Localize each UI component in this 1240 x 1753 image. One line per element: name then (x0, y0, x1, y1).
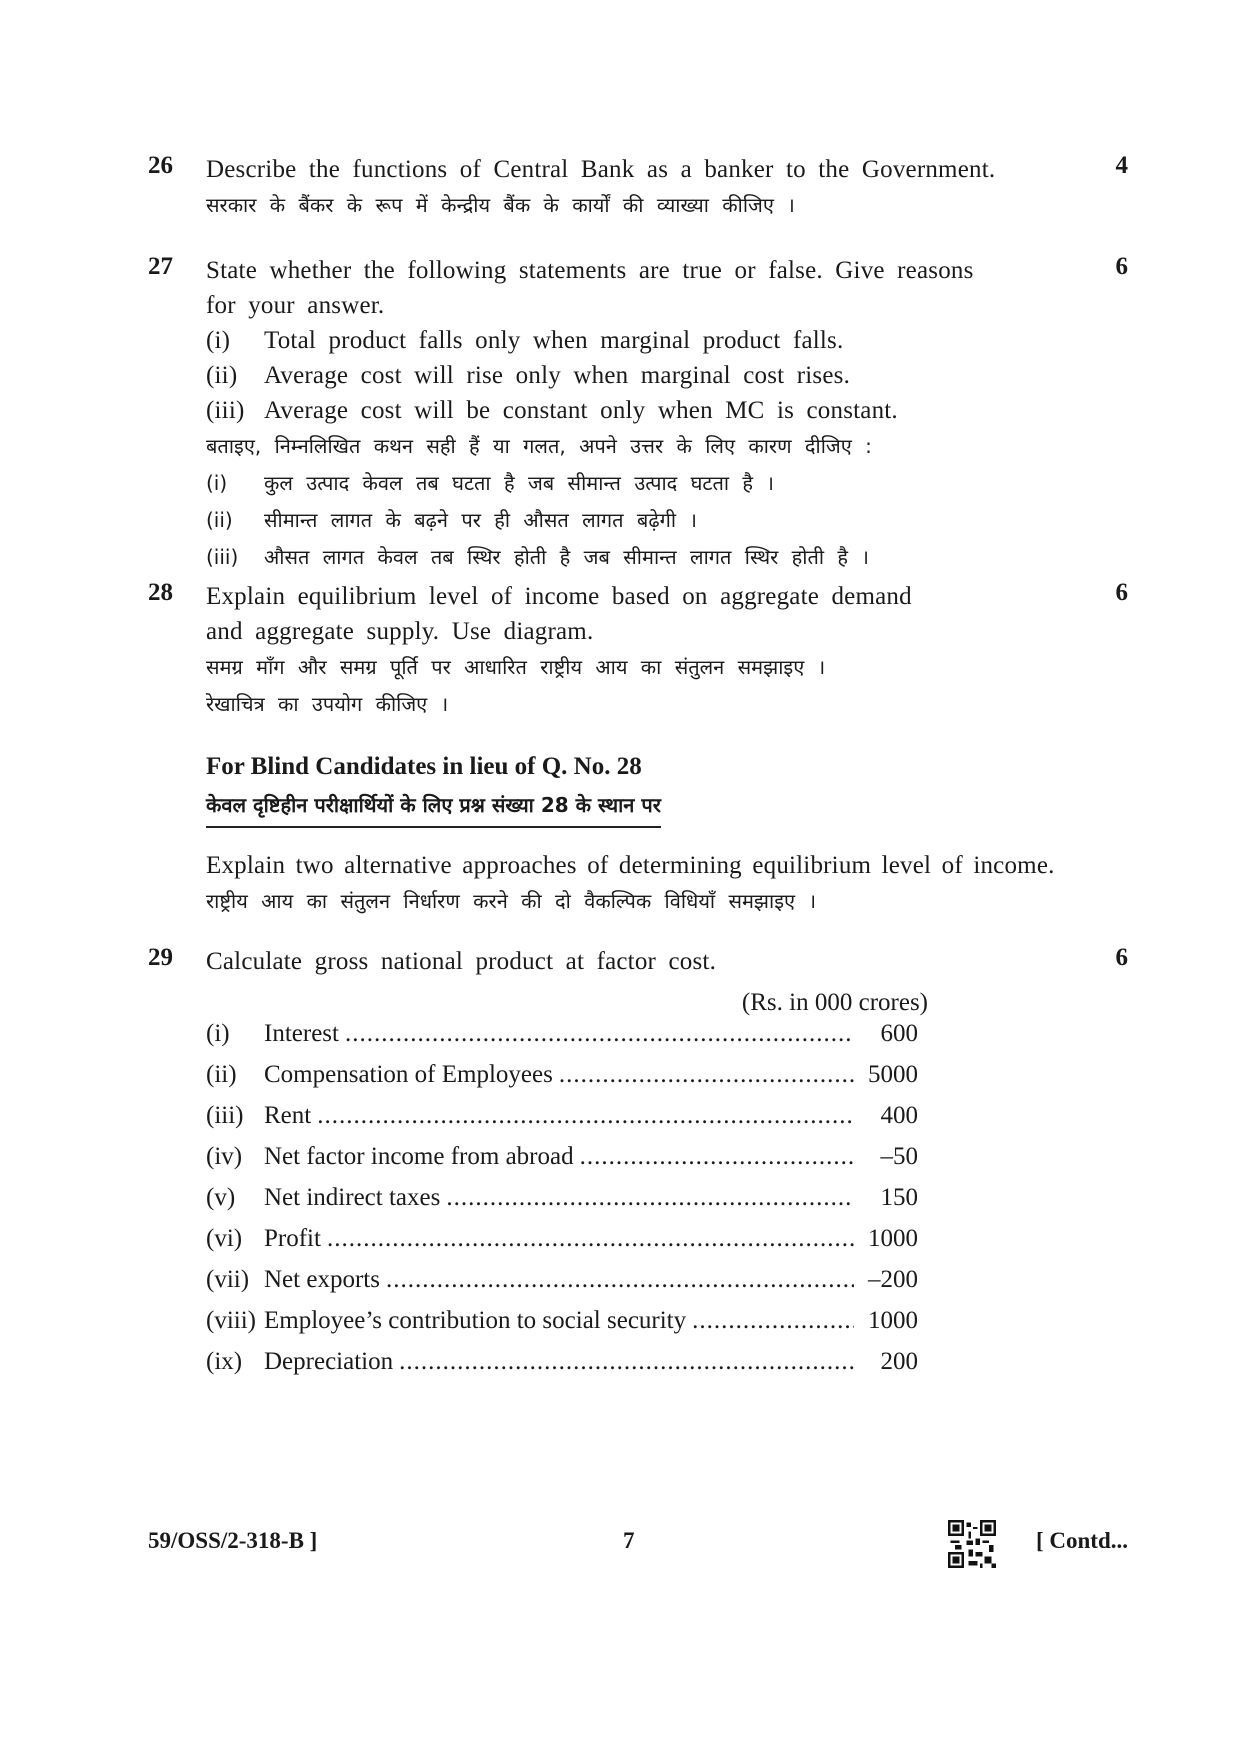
question-text-hi: समग्र माँग और समग्र पूर्ति पर आधारित राष्ट्रीय आय का संतुलन समझाइए । (206, 655, 826, 679)
question-text-en: Explain equilibrium level of income based on aggregate demand (206, 583, 912, 610)
page-number: 7 (623, 1528, 635, 1553)
question-marks: 6 (1115, 253, 1128, 280)
data-table (206, 1020, 1068, 1389)
table-unit: (Rs. in 000 crores) (741, 989, 928, 1016)
question-text-en-cont: for your answer. (206, 292, 385, 319)
paper-code: 59/OSS/2-318-B ] (148, 1528, 318, 1553)
statement-item: (iii) Average cost will be constant only when MC is constant. (206, 397, 898, 424)
question-27 (148, 253, 1128, 576)
question-text-en: Calculate gross national product at factor cost. (206, 948, 717, 975)
statement-item-hi: (iii) औसत लागत केवल तब स्थिर होती है जब सीमान्त लागत स्थिर होती है । (206, 545, 869, 569)
statement-item-hi: (i) कुल उत्पाद केवल तब घटता है जब सीमान्त उत्पाद घटता है । (206, 471, 774, 495)
blind-question-hi: राष्ट्रीय आय का संतुलन निर्धारण करने की दो वैकल्पिक विधियाँ समझाइए । (206, 889, 817, 913)
table-row: (v) Net indirect taxes ..... 150 (206, 1184, 918, 1225)
blind-title-hi: केवल दृष्टिहीन परीक्षार्थियों के लिए प्रश्न संख्या 28 के स्थान पर (206, 786, 661, 828)
table-row: (iii) Rent ..... 400 (206, 1102, 918, 1143)
table-row: (ix) Depreciation ..... 200 (206, 1348, 918, 1389)
statement-item: (i) Total product falls only when marginal product falls. (206, 327, 844, 354)
table-row: (iv) Net factor income from abroad ..... –50 (206, 1143, 918, 1184)
question-text-en-cont: and aggregate supply. Use diagram. (206, 618, 594, 645)
question-marks: 6 (1115, 944, 1128, 971)
statement-item-hi: (ii) सीमान्त लागत के बढ़ने पर ही औसत लागत बढ़ेगी । (206, 508, 697, 532)
question-26 (148, 152, 1128, 224)
table-row: (vi) Profit ..... 1000 (206, 1225, 918, 1266)
page-footer (148, 1528, 1128, 1588)
question-text-en: State whether the following statements are true or false. Give reasons (206, 257, 974, 284)
question-number: 28 (148, 579, 173, 606)
statement-item: (ii) Average cost will rise only when marginal cost rises. (206, 362, 851, 389)
continued-label: [ Contd... (1035, 1528, 1128, 1553)
blind-title-en: For Blind Candidates in lieu of Q. No. 28 (206, 753, 642, 780)
question-text-hi: बताइए, निम्नलिखित कथन सही हैं या गलत, अपने उत्तर के लिए कारण दीजिए : (206, 434, 872, 458)
blind-question-en: Explain two alternative approaches of determining equilibrium level of income. (206, 852, 1055, 879)
table-row: (vii) Net exports ..... –200 (206, 1266, 918, 1307)
question-text-hi: सरकार के बैंकर के रूप में केन्द्रीय बैंक के कार्यों की व्याख्या कीजिए । (206, 193, 795, 217)
table-row: (ii) Compensation of Employees ..... 5000 (206, 1061, 918, 1102)
question-text-hi-cont: रेखाचित्र का उपयोग कीजिए । (206, 692, 449, 716)
question-28 (148, 579, 1128, 723)
question-marks: 6 (1115, 579, 1128, 606)
question-29 (148, 944, 1128, 1389)
question-text-en: Describe the functions of Central Bank as a banker to the Government. (206, 156, 996, 183)
table-row: (i) Interest ..... 600 (206, 1020, 918, 1061)
question-number: 26 (148, 152, 173, 179)
question-number: 27 (148, 253, 173, 280)
question-marks: 4 (1115, 152, 1128, 179)
qr-code-icon (948, 1520, 996, 1568)
question-number: 29 (148, 944, 173, 971)
table-row: (viii) Employee’s contribution to social security ..... 1000 (206, 1307, 918, 1348)
blind-candidates-section (148, 748, 1128, 920)
